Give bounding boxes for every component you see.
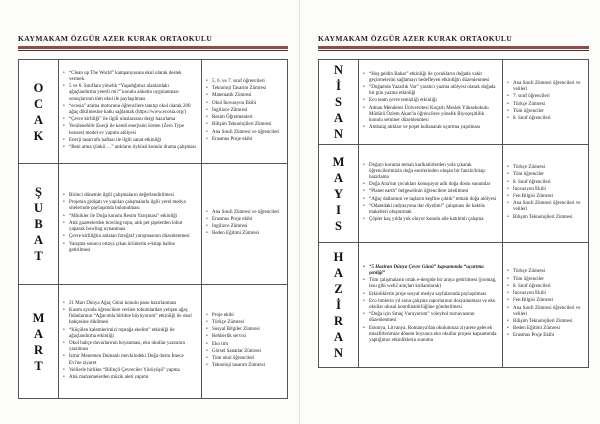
month-letter: C (33, 96, 44, 111)
month-letter: N (333, 346, 344, 360)
list-item: • Adnan Menderes Üniversitesi Koçarlı Meslek Yüksekokulu Müdürü Özlem Akan'la öğrencilere yönelik Biyoçeşitlilik konulu seminer düzenlenmesi (363, 106, 498, 125)
month-letter: H (333, 250, 344, 264)
list-item: • Eco team çevre temizliği etkinliği (363, 98, 498, 104)
activities-cell (59, 285, 202, 399)
title-underline-rule (18, 46, 288, 51)
list-item: • Kasım ayında öğrencilere verilen tohumlardan yetişen ağaç fidanlarının “Ağacımla birlikte büyüyorum” etkinliği ile okul bahçesine dikilmesi (63, 308, 197, 327)
list-item: • Erasmus Proje Ekibi (507, 333, 584, 339)
list-item: • 8. Sınıf öğrencileri (507, 284, 584, 290)
participants-cell (202, 60, 288, 164)
month-letter: O (33, 80, 44, 95)
month-letter: U (33, 201, 44, 215)
list-item: • “Hoş geldin Bahar” etkinliği ile çocukların doğada vakit geçirmelerini sağlamayı hedefleyen etkinliğin düzenlenmesi (363, 72, 498, 84)
list-item: • Rehberlik servisi (206, 334, 283, 340)
month-letter: T (34, 249, 43, 263)
participants-list (507, 81, 584, 122)
month-cell (19, 60, 59, 164)
list-item: • Resim Öğretmenleri (206, 115, 283, 121)
month-letter: A (33, 112, 44, 127)
list-item: • Birinci dönemle ilgili çalışmaların değerlendirilmesi (63, 193, 197, 199)
month-letter: S (335, 218, 342, 233)
activities-list (63, 301, 197, 381)
list-item: • Bilişim Teknolojileri Zümresi (507, 319, 584, 325)
month-label (19, 80, 58, 144)
list-item: • “Minikler ile Doğa konulu Resim Yarışması” etkinliği (63, 214, 197, 220)
month-label (319, 154, 358, 234)
list-item: • Ana Sınıfı Zümresi öğrencileri ve velileri (507, 201, 584, 213)
month-letter: M (32, 310, 45, 325)
month-label (19, 184, 58, 264)
list-item: • Tüm öğrenciler (507, 109, 584, 115)
list-item: • 5 ve 6. Sınıflara yönelik “Yaşadığımız alanlardaki ağaçlandırma yeterli mi?” konulu anketin uygulanması sonuçlarının tüm okul ile paylaşılması (63, 84, 197, 103)
month-letter: Ş (35, 185, 42, 199)
month-letter: İ (336, 298, 341, 312)
month-label (319, 62, 358, 142)
activities-cell (359, 145, 503, 243)
list-item: • “Ağaç dallarının ve taşların keşfine çıktık” temalı doğa atölyesi (363, 197, 498, 203)
month-letter: S (335, 95, 342, 109)
list-item: • “Clean up The World” kampanyasına okul olarak destek vermek. (63, 71, 197, 83)
participants-list (507, 165, 584, 221)
list-item: • Doğayı koruma temalı karikatürlerden yola çıkarak öğrencilerimizin doğa eserlerinden oluşan bir fanzin/kitap hazırlama (363, 163, 498, 182)
month-letter: I (336, 202, 341, 217)
activities-list (63, 71, 197, 151)
participants-list (206, 313, 283, 370)
participants-cell (503, 145, 589, 243)
month-letter: B (34, 217, 43, 231)
table-row-nisan (319, 60, 589, 145)
month-label (19, 310, 58, 374)
list-item: • Türkçe Zümresi (507, 165, 584, 171)
month-cell (319, 145, 359, 243)
list-item: • Yarışma sonucu ortaya çıkan ürünlerin e-kitap haline getirilmesi (63, 242, 197, 254)
list-item: • Çevre kirliliğini anlatan fotoğraf yarışmasının düzenlenmesi (63, 234, 197, 240)
activities-list (363, 265, 498, 344)
month-letter: K (33, 128, 44, 143)
list-item: • Teknoloji Tasarım Zümresi (206, 86, 283, 92)
list-item: • İnovasyon Ekibi (507, 187, 584, 193)
list-item: • Ambalaj atıkları ve poşet kullanarak uçurtma yapılması (363, 125, 498, 131)
school-title: KAYMAKAM ÖZGÜR AZER KURAK ORTAOKULU (318, 34, 513, 43)
list-item: • Estonya, Litvanya, Romanya'dan okulumuza ziyarete gelecek misafirlerimize dönem boyunca eko okullar projesi kapsamında yaptığımız etkinliklerin sunumu (363, 326, 498, 345)
activities-cell (359, 243, 503, 368)
schedule-table-right (318, 59, 589, 368)
month-letter: M (332, 154, 345, 169)
participants-cell (503, 60, 589, 145)
list-item: • Atık gazetelerden bowling topu, atık pet şişelerden lobut yaparak bowling oynanması (63, 221, 197, 233)
table-row-haziran (319, 243, 589, 368)
list-item: • Projenin gidişatı ve yapılan çalışmalarla ilgili yerel medya sitelerinde paylaşımda bulunulması (63, 200, 197, 212)
activities-list (363, 163, 498, 224)
list-item: • “Küçülen kalemlerimizi toprağa ekelim” etkinliği ile ağaçlandırma etkinliği (63, 328, 197, 340)
month-letter: A (33, 233, 44, 247)
participants-cell (202, 164, 288, 285)
list-item: • Görsel Sanatlar Zümresi (206, 349, 283, 355)
list-item: • Okul İnovasyon Ekibi (206, 101, 283, 107)
list-item: • “Odamdaki radyasyona dur diyelim!” çalışması ile kaktüs maketleri oluşturmak (363, 204, 498, 216)
list-item: • Sosyal Bilgiler Zümresi (206, 327, 283, 333)
list-item: • Doğa Ana'nın çocukları konuşuyor adlı doğa dostu sunumlar (363, 182, 498, 188)
table-row-mart (19, 285, 288, 399)
list-item: • Ana Sınıfı Zümresi ve öğrencileri (206, 210, 283, 216)
month-letter: N (333, 63, 344, 77)
month-label (319, 249, 358, 361)
month-letter: A (333, 266, 344, 280)
activities-cell (359, 60, 503, 145)
participants-list (507, 269, 584, 339)
list-item: • Etkinliklerin proje sosyal medya sayfalarında paylaşılması (363, 292, 498, 298)
list-item: • “Doğamda Yazarlık Var” yaratıcı yazma atölyesi olarak doğada bir gün yazma etkinliği (363, 85, 498, 97)
list-item: • Atık malzemelerden müzik aleti yapımı (63, 375, 197, 381)
list-item: • “5 Haziran Dünya Çevre Günü” kapsamında “uçurtma şenliği” (363, 265, 498, 277)
list-item: • İngilizce Zümresi (206, 224, 283, 230)
participants-list (206, 210, 283, 238)
schedule-table-left (18, 59, 288, 399)
month-letter: A (33, 326, 44, 341)
school-title: KAYMAKAM ÖZGÜR AZER KURAK ORTAOKULU (18, 34, 213, 43)
month-letter: A (333, 330, 344, 344)
month-cell (319, 243, 359, 368)
list-item: • Ana Sınıfı Zümresi öğrencileri ve velileri (507, 306, 584, 318)
list-item: • Eco timlerin yıl sonu çalışma raporlarının dosyalanması ve eko okullar ulusal koordinatörlüğüne gönderilmesi (363, 299, 498, 311)
list-item: • “Beni atma çünkü …” atıkların öyküsü konulu drama çalışması (63, 145, 197, 151)
list-item: • “ecosia” arama motorunu öğrencilere tanıtıp okul olarak 200 ağaç dikilmesine katkı sağlamak (https://www.ecosia.org/) (63, 104, 197, 116)
month-letter: R (33, 342, 44, 357)
month-letter: T (34, 358, 43, 373)
list-item: • 21 Mart Dünya Ağaç Günü konulu pano hazırlanması (63, 301, 197, 307)
participants-list (206, 79, 283, 143)
list-item: • Erasmus Proje ekibi (206, 217, 283, 223)
list-item: • Velilerle birlikte “Bilinçli Çevreciler Yürüyüşü” yapma (63, 368, 197, 374)
list-item: • Teknoloji tasarım Zümresi (206, 363, 283, 369)
list-item: • 8. Sınıf öğrencileri (507, 180, 584, 186)
activities-list (63, 193, 197, 254)
list-item: • Proje ekibi (206, 313, 283, 319)
list-item: • 8. Sınıf öğrencileri (507, 116, 584, 122)
month-letter: A (333, 170, 344, 185)
list-item: • İngilizce Zümresi (206, 108, 283, 114)
month-cell (319, 60, 359, 145)
month-letter: A (333, 111, 344, 125)
list-item: • Okul bahçe duvarlarının boyanması, eko okullar yazısının yazılması (63, 341, 197, 353)
list-item: • Yenilenebilir Enerji ile kendi enerjisini üreten (Zero Type houses) model ev yapımı atölyesi (63, 124, 197, 136)
list-item: • Bilişim Teknolojileri Zümresi (507, 215, 584, 221)
list-item: • “Planet earth” belgeselinin öğrencilere izletilmesi (363, 189, 498, 195)
activities-cell (59, 164, 202, 285)
list-item: • Fen Bilgisi Zümresi (507, 298, 584, 304)
table-row-subat (19, 164, 288, 285)
list-item: • 5, 6. ve 7. sınıf öğrencileri (206, 79, 283, 85)
month-letter: Z (334, 282, 343, 296)
list-item: • Türkçe Zümresi (206, 320, 283, 326)
list-item: • Çöpler kaç yılda yok oluyor konulu aile katılımlı çalışma (363, 217, 498, 223)
list-item: • Eko tim (206, 342, 283, 348)
activities-cell (59, 60, 202, 164)
month-cell (19, 285, 59, 399)
list-item: • Matematik Zümresi (206, 93, 283, 99)
list-item: • Ana Sınıfı Zümresi öğrencileri ve velileri (507, 81, 584, 93)
list-item: • İnovasyon Ekibi (507, 291, 584, 297)
list-item: • “Çevre kirliliği” ile ilgili uluslararası dergi hazırlama (63, 117, 197, 123)
list-item: • Erasmus Proje ekibi (206, 137, 283, 143)
activities-list (363, 72, 498, 132)
list-item: • 7. sınıf öğrencileri (507, 94, 584, 100)
participants-cell (503, 243, 589, 368)
month-letter: İ (336, 79, 341, 93)
list-item: • Bilişim Teknolojileri Zümresi (206, 122, 283, 128)
list-item: • Ana Sınıfı Zümresi ve öğrencileri (206, 130, 283, 136)
list-item: • Tüm öğrenciler (507, 277, 584, 283)
list-item: • Fen Bilgisi Zümresi (507, 194, 584, 200)
list-item: • “Doğa için Smaç Vuruyorum” voleybol turnuvasının düzenlenmesi (363, 312, 498, 324)
list-item: • Türkçe Zümresi (507, 269, 584, 275)
page-right (300, 0, 600, 424)
table-row-ocak (19, 60, 288, 164)
list-item: • İzmir Menemen Dumanlı mevkiindeki Doğa dostu İmece Evi'ne ziyaret (63, 354, 197, 366)
list-item: • Beden Eğitimi Zümresi (206, 231, 283, 237)
list-item: • Beden Eğitimi Zümresi (507, 326, 584, 332)
title-underline-rule (318, 46, 589, 51)
month-letter: N (333, 127, 344, 141)
list-item: • Tüm okul öğrencileri (206, 356, 283, 362)
list-item: • Tüm çalışmaların ortak e-dergide bir araya getirilmesi (joomag, issu gibi web2 araçları kullanılarak) (363, 278, 498, 290)
list-item: • Tüm öğrenciler (507, 172, 584, 178)
table-row-mayis (319, 145, 589, 243)
list-item: • Enerji tasarrufu haftası ile ilgili sanat etkinliği (63, 138, 197, 144)
month-letter: Y (333, 186, 344, 201)
month-letter: R (333, 314, 344, 328)
month-cell (19, 164, 59, 285)
list-item: • Türkçe Zümresi (507, 102, 584, 108)
participants-cell (202, 285, 288, 399)
